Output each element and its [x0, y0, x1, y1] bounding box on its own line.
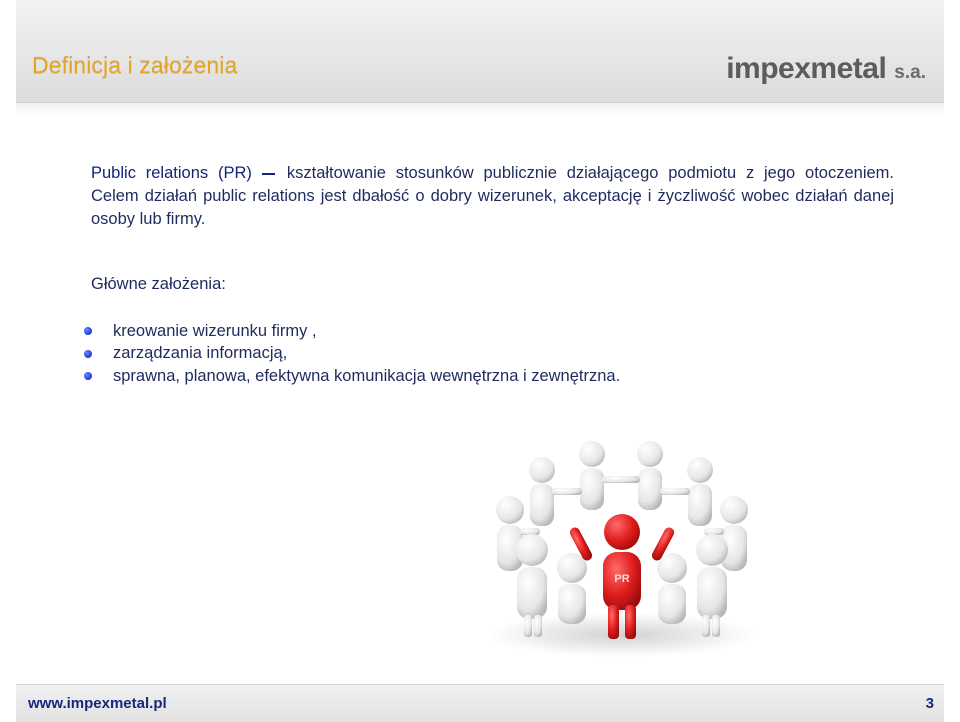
dash-separator [262, 173, 275, 175]
assumptions-list [84, 320, 620, 388]
list-item [84, 320, 620, 343]
list-item [84, 365, 620, 388]
list-item-text: zarządzania informacją, [113, 344, 288, 363]
slide-footer [16, 684, 944, 722]
pr-definition-paragraph [91, 162, 894, 231]
page-number: 3 [925, 695, 934, 712]
logo-suffix: s.a. [894, 62, 926, 83]
slide-title: Definicja i założenia [32, 52, 238, 78]
company-logo [726, 52, 926, 86]
footer-url: www.impexmetal.pl [28, 695, 167, 712]
people-circle-graphic [472, 430, 772, 660]
pr-circle-illustration [472, 430, 772, 660]
pr-definition-text: kształtowanie stosunków publicznie działającego podmiotu z jego otoczeniem. Celem działań public relations jest dbałość o dobry wizerunek, akceptację i życzliwość wobec działań danej osoby lub firmy. [91, 164, 894, 228]
bullet-dot-icon [84, 372, 92, 380]
bullet-dot-icon [84, 350, 92, 358]
bullet-dot-icon [84, 327, 92, 335]
list-item [84, 343, 620, 366]
header-band [16, 103, 944, 115]
pr-badge-text: PR [614, 573, 630, 585]
assumptions-heading: Główne założenia: [91, 275, 226, 293]
list-item-text: kreowanie wizerunku firmy , [113, 321, 317, 340]
logo-wordmark: impexmetal [726, 52, 887, 85]
pr-term: Public relations (PR) [91, 164, 252, 182]
list-item-text: sprawna, planowa, efektywna komunikacja wewnętrzna i zewnętrzna. [113, 366, 621, 385]
